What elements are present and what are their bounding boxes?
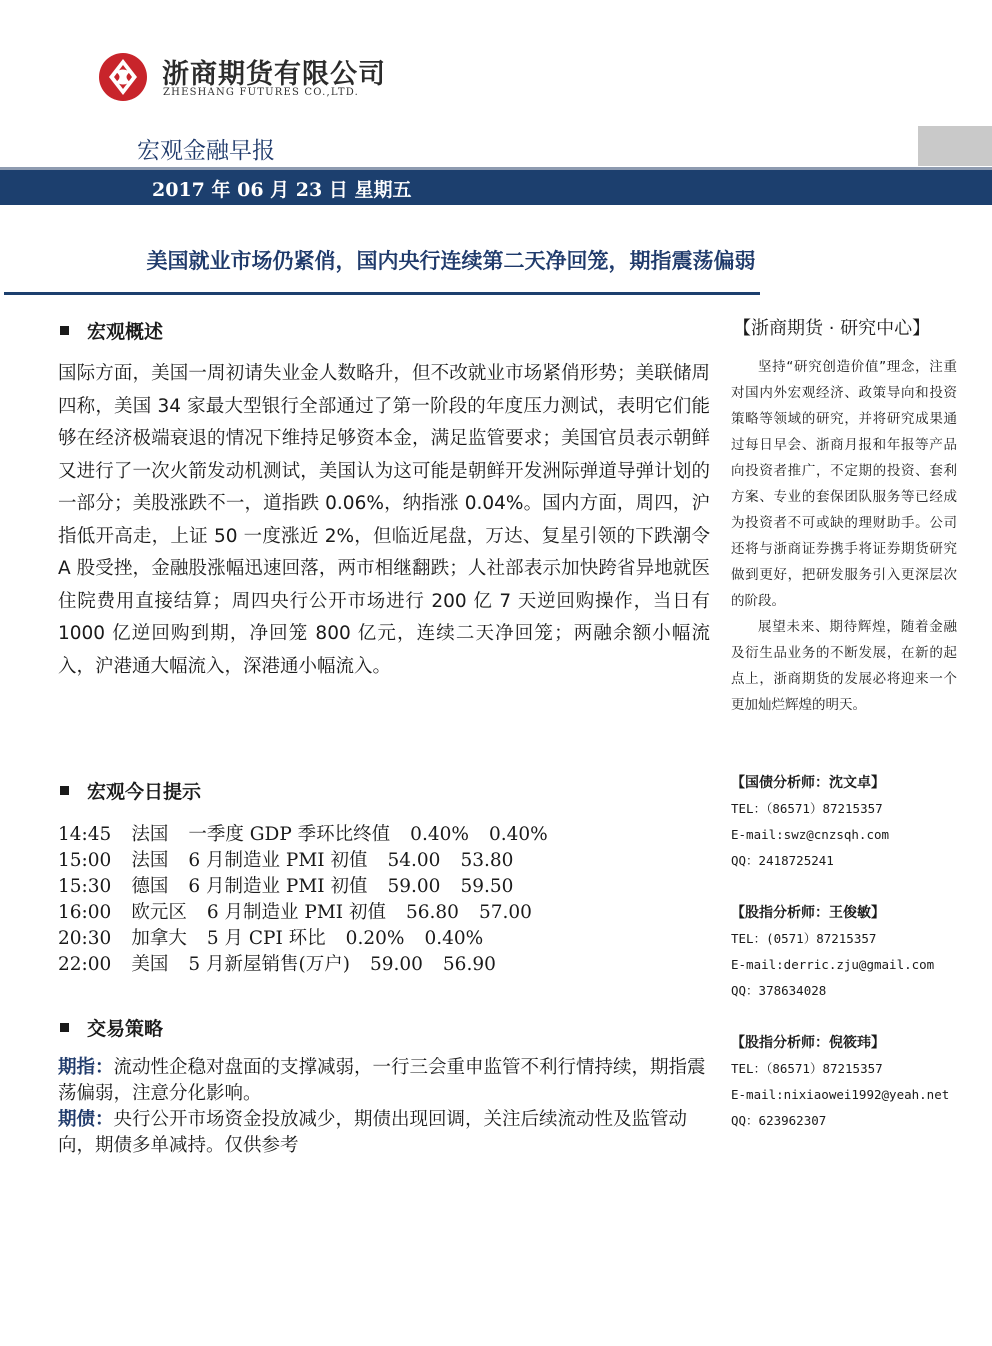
tip-previous: 0.40% [410,824,469,845]
macro-overview-body [58,358,710,683]
tip-time: 15:00 [58,850,112,871]
tip-previous: 59.00 [387,876,441,897]
analyst-tel: TEL：(0571）87215357 [731,931,877,946]
headline-divider [4,292,760,295]
square-bullet-icon [60,326,69,335]
tip-forecast: 57.00 [478,902,532,923]
analyst-name: 【股指分析师：倪筱玮】 [731,1035,885,1051]
tip-previous: 0.20% [345,928,405,949]
tip-item: 5 月新屋销售(万户) [188,954,350,975]
section-title: 交易策略 [87,1018,164,1040]
trading-strategy-body [58,1055,710,1159]
sidebar-paragraph: 坚持“研究创造价值”理念，注重对国内外宏观经济、政策导向和投资策略等领域的研究，并将研究成果通过每日早会、浙商月报和年报等产品向投资者推广，不定期的投资、套利方案、专业的套保团队服务等已经成为投资者不可或缺的理财助手。公司还将与浙商证券携手将证券期货研究做到更好，把研发服务引入更深层次的阶段。 [731,359,957,609]
tip-region: 加拿大 [131,928,187,949]
analyst-name: 【国债分析师：沈文卓】 [731,775,885,791]
analyst-card [731,900,971,1004]
strategy-bond [58,1107,710,1159]
tip-region: 欧元区 [131,902,187,923]
analyst-tel: TEL：（86571）87215357 [731,801,883,816]
tip-forecast: 56.90 [442,954,496,975]
tip-forecast: 53.80 [460,850,514,871]
tip-region: 美国 [131,954,169,975]
headline: 美国就业市场仍紧俏，国内央行连续第二天净回笼，期指震荡偏弱 [146,249,756,273]
list-item [58,874,568,900]
header-decor-block [918,126,992,166]
sidebar-intro [731,354,957,718]
tip-item: 6 月制造业 PMI 初值 [188,876,368,897]
tip-item: 6 月制造业 PMI 初值 [206,902,386,923]
sidebar-paragraph: 展望未来、期待辉煌，随着金融及衍生品业务的不断发展，在新的起点上，浙商期货的发展必将迎来一个更加灿烂辉煌的明天。 [731,619,957,713]
list-item [58,822,568,848]
section-heading-macro-overview [60,317,163,344]
section-title: 宏观概述 [87,321,164,343]
strategy-index-text: 流动性企稳对盘面的支撑减弱，一行三会重申监管不利行情持续，期指震荡偏弱，注意分化影响。 [58,1057,706,1104]
macro-overview-paragraph: 国际方面，美国一周初请失业金人数略升，但不改就业市场紧俏形势；美联储周四称，美国 34 家最大型银行全部通过了第一阶段的年度压力测试，表明它们能够在经济极端衰退的情况下维持足够资本金，满足监管要求；美国官员表示朝鲜又进行了一次火箭发动机测试，美国认为这可能是朝鲜开发洲际弹道导弹计划的一部分；美股涨跌不一，道指跌 0.06%，纳指涨 0.04%。国内方面，周四，沪指低开高走，上证 50 一度涨近 2%，但临近尾盘，万达、复星引领的下跌潮令 A 股受挫，金融股涨幅迅速回落，两市相继翻跌；人社部表示加快跨省异地就医住院费用直接结算；周四央行公开市场进行 200 亿 7 天逆回购操作，当日有 1000 亿逆回购到期，净回笼 800 亿元，连续二天净回笼；两融余额小幅流入，沪港通大幅流入，深港通小幅流入。 [58,363,710,677]
section-title: 宏观今日提示 [87,781,202,803]
list-item [58,926,568,952]
section-heading-trading-strategy [60,1014,163,1041]
company-name-cn: 浙商期货有限公司 [162,59,386,90]
report-type-title: 宏观金融早报 [137,138,275,164]
date-bar [0,167,992,205]
sidebar-title: 【浙商期货 · 研究中心】 [733,318,931,339]
square-bullet-icon [60,786,69,795]
tip-previous: 56.80 [405,902,459,923]
list-item [58,952,568,978]
tip-region: 法国 [131,850,169,871]
analyst-name: 【股指分析师：王俊敏】 [731,905,885,921]
tip-forecast: 0.40% [488,824,548,845]
tip-region: 法国 [131,824,169,845]
list-item [58,900,568,926]
tip-time: 16:00 [58,902,112,923]
company-name-en: ZHESHANG FUTURES CO.,LTD. [163,87,359,98]
tip-previous: 54.00 [387,850,441,871]
analyst-qq: QQ：378634028 [731,983,827,998]
analyst-email[interactable]: E-mail:nixiaowei1992@yeah.net [731,1087,950,1102]
square-bullet-icon [60,1023,69,1032]
tip-time: 20:30 [58,928,112,949]
analyst-email[interactable]: E-mail:derric.zju@gmail.com [731,957,935,972]
tip-forecast: 0.40% [424,928,484,949]
tip-time: 15:30 [58,876,112,897]
strategy-index [58,1055,710,1107]
tip-forecast: 59.50 [460,876,514,897]
analyst-card [731,1030,971,1134]
report-date: 2017 年 06 月 23 日 星期五 [152,179,412,201]
macro-tips-list [58,822,568,978]
analyst-qq: QQ：623962307 [731,1113,827,1128]
tip-time: 22:00 [58,954,112,975]
strategy-bond-text: 央行公开市场资金投放减少，期债出现回调，关注后续流动性及监管动向，期债多单减持。仅供参考 [58,1109,688,1156]
tip-item: 6 月制造业 PMI 初值 [188,850,368,871]
tip-region: 德国 [131,876,169,897]
tip-time: 14:45 [58,824,112,845]
analyst-email[interactable]: E-mail:swz@cnzsqh.com [731,827,890,842]
analyst-card [731,770,971,874]
analyst-qq: QQ：2418725241 [731,853,834,868]
tip-item: 一季度 GDP 季环比终值 [188,824,391,845]
analyst-tel: TEL：（86571）87215357 [731,1061,883,1076]
strategy-index-label: 期指： [58,1057,114,1078]
tip-item: 5 月 CPI 环比 [206,928,326,949]
list-item [58,848,568,874]
tip-previous: 59.00 [369,954,423,975]
company-logo-icon [98,52,148,102]
strategy-bond-label: 期债： [58,1109,114,1130]
section-heading-macro-tips [60,777,201,804]
